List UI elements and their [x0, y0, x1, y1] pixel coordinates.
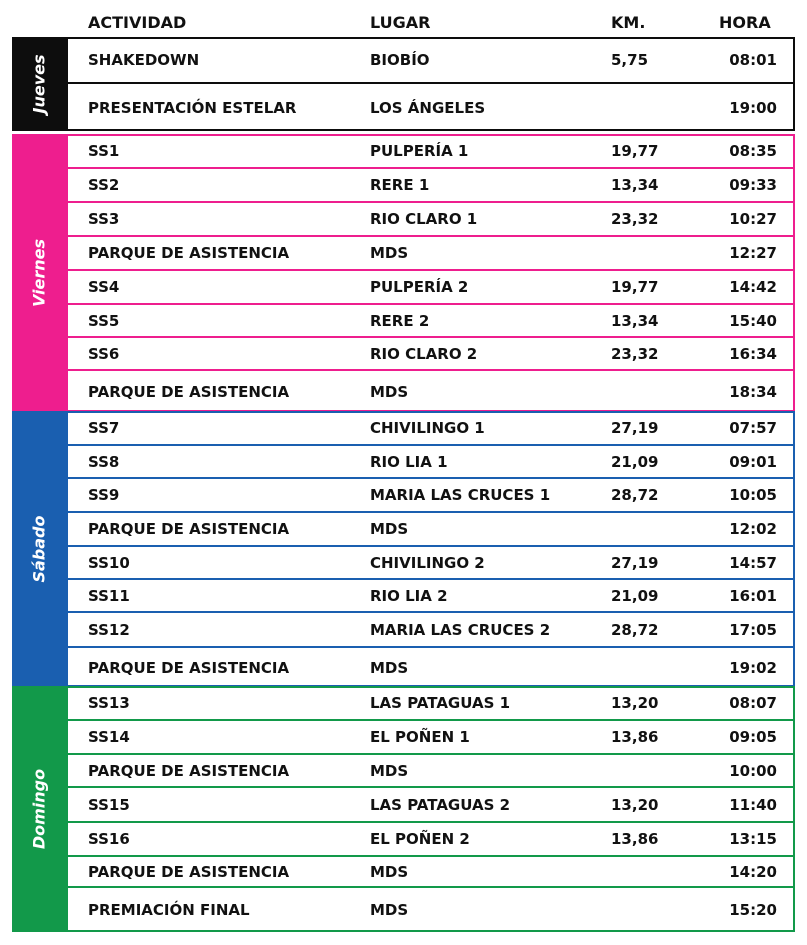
cell-actividad: SS2	[88, 176, 120, 194]
cell-hora: 09:33	[729, 176, 777, 194]
header-km: KM.	[611, 13, 646, 32]
table-row	[66, 371, 795, 412]
day-band-domingo	[12, 686, 66, 932]
table-row	[66, 237, 795, 271]
header-hora: HORA	[719, 13, 771, 32]
day-band-jueves	[12, 37, 66, 131]
cell-hora: 19:02	[729, 658, 777, 677]
table-row	[66, 613, 795, 648]
cell-actividad: SS10	[88, 553, 130, 572]
cell-actividad: PREMIACIÓN FINAL	[88, 901, 250, 919]
cell-hora: 11:40	[729, 795, 777, 814]
cell-km: 27,19	[611, 418, 659, 437]
cell-hora: 12:27	[729, 244, 777, 262]
cell-hora: 16:01	[729, 586, 777, 605]
cell-lugar: CHIVILINGO 1	[370, 418, 485, 437]
cell-hora: 18:34	[729, 382, 777, 401]
cell-km: 5,75	[611, 50, 649, 69]
cell-actividad: PARQUE DE ASISTENCIA	[88, 658, 290, 677]
table-row	[66, 857, 795, 888]
cell-lugar: EL POÑEN 2	[370, 830, 470, 848]
cell-km: 13,86	[611, 728, 659, 746]
cell-km: 13,20	[611, 693, 659, 712]
cell-hora: 16:34	[729, 344, 777, 363]
cell-hora: 12:02	[729, 520, 777, 538]
cell-lugar: EL POÑEN 1	[370, 728, 470, 746]
cell-hora: 08:01	[729, 50, 777, 69]
cell-km: 23,32	[611, 344, 659, 363]
cell-km: 13,20	[611, 795, 659, 814]
cell-actividad: SS9	[88, 486, 120, 504]
cell-actividad: SS12	[88, 620, 130, 639]
cell-km: 28,72	[611, 620, 659, 639]
table-row	[66, 479, 795, 513]
cell-hora: 07:57	[729, 418, 777, 437]
table-row	[66, 338, 795, 371]
cell-lugar: LAS PATAGUAS 1	[370, 693, 511, 712]
table-row	[66, 203, 795, 237]
cell-lugar: RERE 2	[370, 311, 430, 330]
cell-hora: 08:35	[729, 141, 777, 160]
table-row	[66, 755, 795, 788]
cell-actividad: SS15	[88, 795, 130, 814]
day-label: Jueves	[29, 54, 49, 114]
cell-actividad: PARQUE DE ASISTENCIA	[88, 382, 290, 401]
cell-hora: 19:00	[729, 98, 777, 117]
cell-lugar: MDS	[370, 520, 409, 538]
table-row	[66, 648, 795, 687]
table-row	[66, 580, 795, 613]
day-band-viernes	[12, 134, 66, 412]
cell-hora: 10:00	[729, 761, 777, 780]
cell-lugar: RIO CLARO 1	[370, 210, 478, 228]
cell-km: 13,34	[611, 311, 659, 330]
cell-lugar: MARIA LAS CRUCES 2	[370, 620, 551, 639]
cell-lugar: MARIA LAS CRUCES 1	[370, 486, 551, 504]
cell-hora: 10:05	[729, 486, 777, 504]
cell-lugar: MDS	[370, 244, 409, 262]
table-row	[66, 134, 795, 169]
cell-actividad: SS11	[88, 586, 130, 605]
day-label: Sábado	[29, 515, 49, 583]
cell-km: 23,32	[611, 210, 659, 228]
table-row	[66, 84, 795, 131]
cell-km: 21,09	[611, 452, 659, 471]
cell-actividad: SS16	[88, 830, 130, 848]
cell-lugar: LAS PATAGUAS 2	[370, 795, 511, 814]
table-row	[66, 686, 795, 721]
cell-actividad: PARQUE DE ASISTENCIA	[88, 761, 290, 780]
cell-actividad: SS8	[88, 452, 120, 471]
table-row	[66, 169, 795, 203]
table-row	[66, 823, 795, 857]
header-lugar: LUGAR	[370, 13, 431, 32]
cell-hora: 08:07	[729, 693, 777, 712]
cell-actividad: SS1	[88, 141, 120, 160]
cell-actividad: PRESENTACIÓN ESTELAR	[88, 98, 297, 117]
cell-actividad: SS4	[88, 278, 120, 296]
cell-lugar: MDS	[370, 901, 409, 919]
cell-lugar: RIO LIA 2	[370, 586, 448, 605]
cell-actividad: SS3	[88, 210, 120, 228]
table-row	[66, 721, 795, 755]
cell-actividad: SHAKEDOWN	[88, 50, 200, 69]
header-actividad: ACTIVIDAD	[88, 13, 187, 32]
cell-actividad: PARQUE DE ASISTENCIA	[88, 862, 290, 881]
cell-actividad: SS14	[88, 728, 130, 746]
cell-lugar: RIO CLARO 2	[370, 344, 478, 363]
cell-lugar: PULPERÍA 1	[370, 141, 469, 160]
table-row	[66, 271, 795, 305]
cell-hora: 14:57	[729, 553, 777, 572]
day-label: Viernes	[29, 238, 49, 308]
cell-actividad: SS7	[88, 418, 120, 437]
cell-km: 21,09	[611, 586, 659, 605]
cell-hora: 09:05	[729, 728, 777, 746]
cell-lugar: BIOBÍO	[370, 50, 430, 69]
cell-km: 13,86	[611, 830, 659, 848]
cell-km: 27,19	[611, 553, 659, 572]
day-label: Domingo	[29, 768, 49, 850]
table-row	[66, 547, 795, 580]
cell-lugar: MDS	[370, 862, 409, 881]
table-row	[66, 888, 795, 932]
cell-hora: 15:40	[729, 311, 777, 330]
table-row	[66, 446, 795, 479]
cell-km: 28,72	[611, 486, 659, 504]
cell-lugar: MDS	[370, 382, 409, 401]
cell-actividad: SS6	[88, 344, 120, 363]
cell-lugar: MDS	[370, 658, 409, 677]
cell-hora: 10:27	[729, 210, 777, 228]
table-row	[66, 411, 795, 446]
cell-hora: 09:01	[729, 452, 777, 471]
cell-km: 13,34	[611, 176, 659, 194]
cell-lugar: PULPERÍA 2	[370, 278, 469, 296]
cell-lugar: RERE 1	[370, 176, 430, 194]
table-row	[66, 788, 795, 823]
cell-lugar: LOS ÁNGELES	[370, 98, 486, 117]
cell-km: 19,77	[611, 278, 659, 296]
table-row	[66, 37, 795, 84]
cell-hora: 14:42	[729, 278, 777, 296]
cell-actividad: SS13	[88, 693, 130, 712]
day-band-sabado	[12, 411, 66, 687]
cell-lugar: MDS	[370, 761, 409, 780]
cell-actividad: PARQUE DE ASISTENCIA	[88, 520, 290, 538]
table-row	[66, 513, 795, 547]
cell-km: 19,77	[611, 141, 659, 160]
cell-lugar: RIO LIA 1	[370, 452, 448, 471]
cell-lugar: CHIVILINGO 2	[370, 553, 485, 572]
cell-actividad: SS5	[88, 311, 120, 330]
table-row	[66, 305, 795, 338]
cell-hora: 14:20	[729, 862, 777, 881]
cell-actividad: PARQUE DE ASISTENCIA	[88, 244, 290, 262]
cell-hora: 17:05	[729, 620, 777, 639]
cell-hora: 13:15	[729, 830, 777, 848]
cell-hora: 15:20	[729, 901, 777, 919]
